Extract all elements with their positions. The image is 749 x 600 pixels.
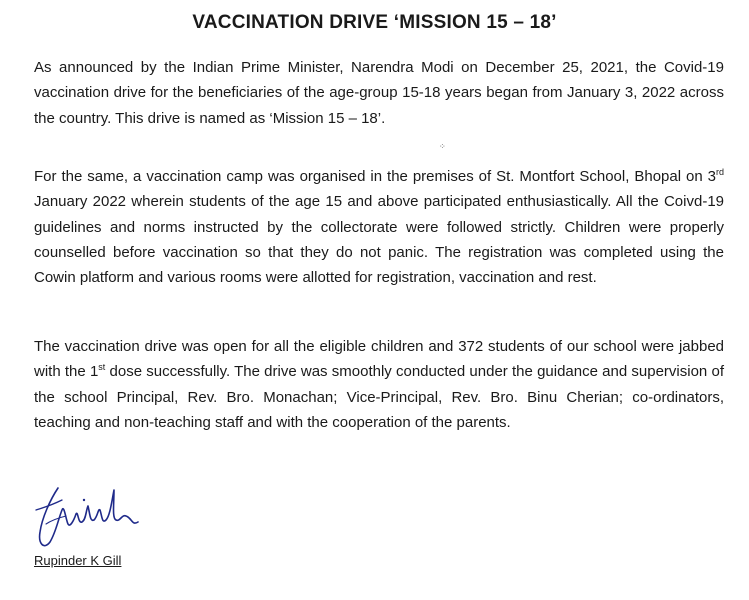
paragraph-drive-summary (34, 334, 724, 435)
handwritten-signature (28, 480, 158, 555)
paragraph-camp-rest: January 2022 wherein students of the age 15 and above participated enthusiastically. All the Coivd-19 guidelines and norms instructed by the collectorate were followed strictly. Children were properly counselled before vaccination so that they do not panic. The registration was completed using the Cowin platform and various rooms were allotted for registration, vaccination and rest. (34, 193, 724, 287)
scan-speck: ⁘ (439, 142, 446, 151)
paragraph-summary-rest: dose successfully. The drive was smoothly conducted under the guidance and supervision of the school Principal, Rev. Bro. Monachan; Vice-Principal, Rev. Bro. Binu Cherian; co-ordinators, teaching and non-teaching staff and with the cooperation of the parents. (34, 363, 724, 431)
document-title: VACCINATION DRIVE ‘MISSION 15 – 18’ (192, 12, 557, 33)
camp-date-day: 3 (707, 168, 716, 185)
paragraph-summary-lead: The vaccination drive was open for all the eligible children and 372 students of our school were jabbed with the 1 (34, 338, 724, 381)
camp-date-suffix: rd (715, 167, 724, 177)
signatory-name: Rupinder K Gill (34, 553, 122, 568)
paragraph-announcement: As announced by the Indian Prime Minister, Narendra Modi on December 25, 2021, the Covid-19 vaccination drive for the beneficiaries of the age-group 15-18 years began from January 3, 2022 across the country. This drive is named as ‘Mission 15 – 18’. (34, 59, 724, 127)
paragraph-camp-lead: For the same, a vaccination camp was organised in the premises of St. Montfort School, Bhopal on (34, 168, 708, 185)
dose-suffix: st (98, 362, 106, 373)
paragraph-camp-details (34, 164, 724, 290)
